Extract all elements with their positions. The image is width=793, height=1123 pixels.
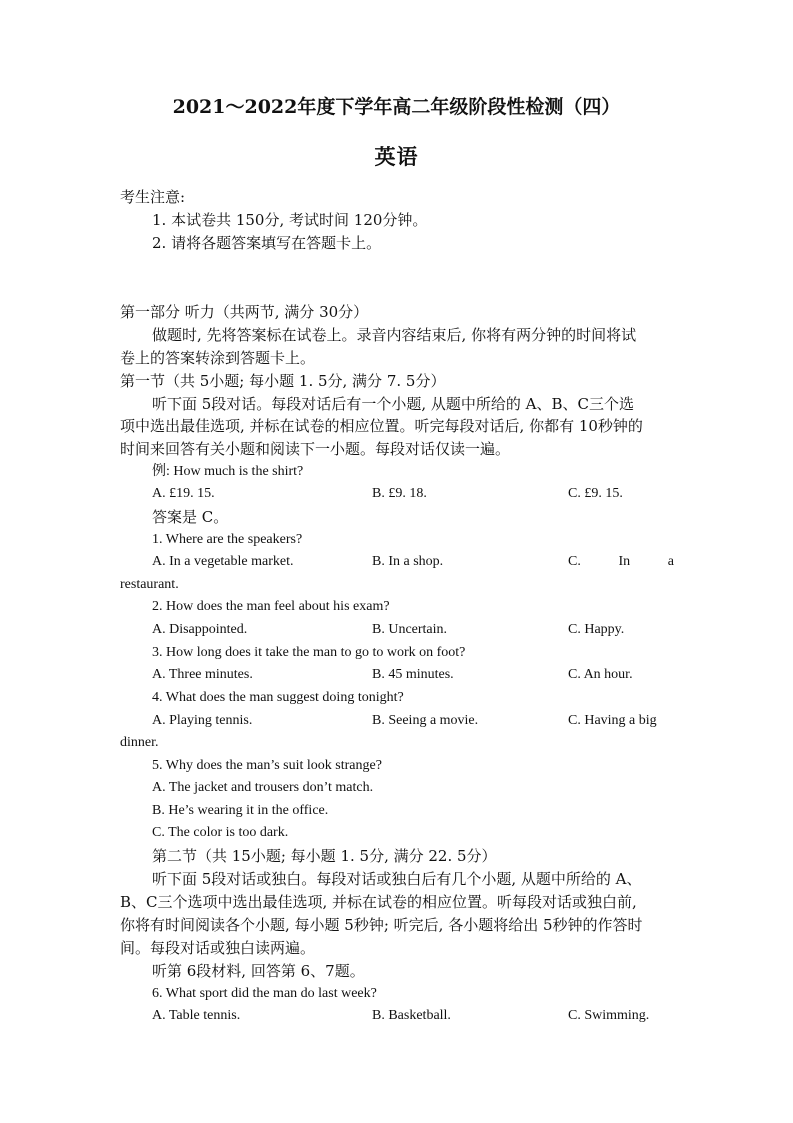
section1-instruction-2: 项中选出最佳选项, 并标在试卷的相应位置。听完每段对话后, 你都有 10秒钟的 <box>120 417 643 435</box>
q6-text: 6. What sport did the man do last week? <box>152 986 377 1001</box>
q4-option-a: A. Playing tennis. <box>152 713 253 728</box>
q4-option-c: C. Having a big <box>568 713 657 728</box>
notice-item-2: 2. 请将各题答案填写在答题卡上。 <box>152 234 382 252</box>
q1-option-c-part3: a <box>667 554 674 569</box>
example-question: 例: How much is the shirt? <box>152 464 304 479</box>
section1-instruction-3: 时间来回答有关小题和阅读下一小题。每段对话仅读一遍。 <box>120 440 511 458</box>
q4-option-b: B. Seeing a movie. <box>372 713 479 728</box>
section2-instruction-2: B、C三个选项中选出最佳选项, 并标在试卷的相应位置。听每段对话或独白前, <box>120 893 637 911</box>
q3-option-b: B. 45 minutes. <box>372 667 454 682</box>
section1-instruction-1: 听下面 5段对话。每段对话后有一个小题, 从题中所给的 A、B、C三个选 <box>152 395 634 413</box>
q3-option-c: C. An hour. <box>568 667 633 682</box>
q1-option-c-part1: C. <box>568 554 581 569</box>
q5-option-a: A. The jacket and trousers don’t match. <box>152 780 374 795</box>
q5-option-c: C. The color is too dark. <box>152 825 289 840</box>
notice-item-1: 1. 本试卷共 150分, 考试时间 120分钟。 <box>152 211 428 229</box>
example-option-a: A. £19. 15. <box>152 486 215 501</box>
q2-option-c: C. Happy. <box>568 622 625 637</box>
example-answer: 答案是 C。 <box>152 508 229 526</box>
q4-text: 4. What does the man suggest doing tonight? <box>152 690 404 705</box>
q1-option-b: B. In a shop. <box>372 554 444 569</box>
exam-title: 2021～2022年度下学年高二年级阶段性检测（四） <box>172 96 621 118</box>
section2-heading: 第二节（共 15小题; 每小题 1. 5分, 满分 22. 5分） <box>152 847 497 865</box>
q5-text: 5. Why does the man’s suit look strange? <box>152 758 382 773</box>
example-option-b: B. £9. 18. <box>372 486 427 501</box>
q1-option-a: A. In a vegetable market. <box>152 554 294 569</box>
q3-option-a: A. Three minutes. <box>152 667 253 682</box>
q5-option-b: B. He’s wearing it in the office. <box>152 803 329 818</box>
q2-option-b: B. Uncertain. <box>372 622 448 637</box>
section2-instruction-4: 间。每段对话或独白读两遍。 <box>120 939 316 957</box>
section2-instruction-3: 你将有时间阅读各个小题, 每小题 5秒钟; 听完后, 各小题将给出 5秒钟的作答时 <box>120 916 643 934</box>
q1-option-c-part2: In <box>618 554 631 569</box>
part1-instruction-1: 做题时, 先将答案标在试卷上。录音内容结束后, 你将有两分钟的时间将试 <box>152 326 637 344</box>
example-option-c: C. £9. 15. <box>568 486 623 501</box>
part1-heading: 第一部分 听力（共两节, 满分 30分） <box>120 303 369 321</box>
part1-instruction-2: 卷上的答案转涂到答题卡上。 <box>120 349 316 367</box>
q2-text: 2. How does the man feel about his exam? <box>152 599 390 614</box>
section1-heading: 第一节（共 5小题; 每小题 1. 5分, 满分 7. 5分） <box>120 372 446 390</box>
q1-text: 1. Where are the speakers? <box>152 532 303 547</box>
subject-title: 英语 <box>374 144 419 169</box>
notice-heading: 考生注意: <box>120 188 186 206</box>
material-6-instruction: 听第 6段材料, 回答第 6、7题。 <box>152 962 365 980</box>
q6-option-c: C. Swimming. <box>568 1008 650 1023</box>
q1-option-c <box>568 552 674 572</box>
q3-text: 3. How long does it take the man to go to work on foot? <box>152 645 466 660</box>
q1-option-c-continued: restaurant. <box>120 577 179 592</box>
q6-option-b: B. Basketball. <box>372 1008 451 1023</box>
q4-option-c-continued: dinner. <box>120 735 159 750</box>
q6-option-a: A. Table tennis. <box>152 1008 241 1023</box>
q2-option-a: A. Disappointed. <box>152 622 248 637</box>
section2-instruction-1: 听下面 5段对话或独白。每段对话或独白后有几个小题, 从题中所给的 A、 <box>152 870 642 888</box>
